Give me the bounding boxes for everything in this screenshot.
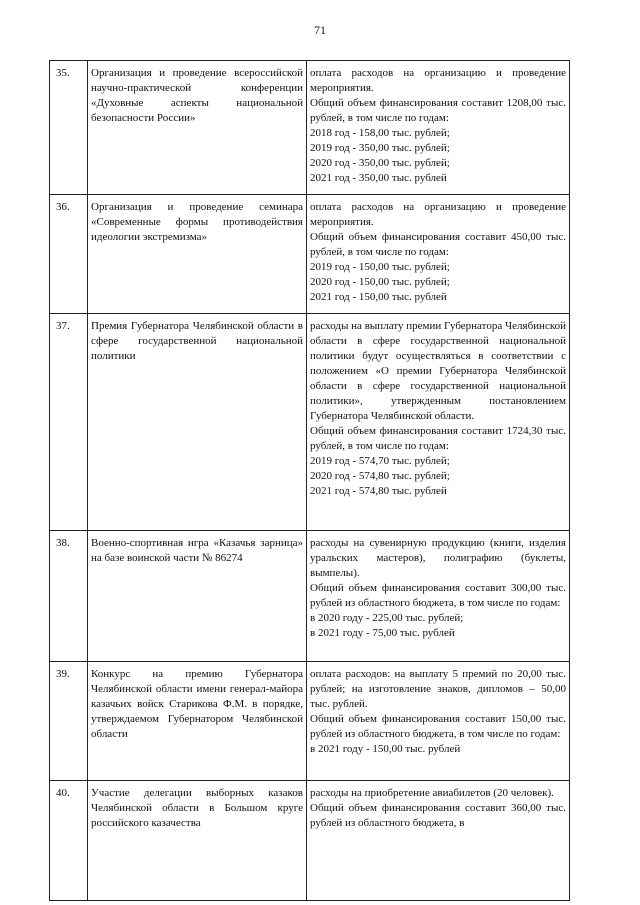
measure-name: Военно-спортивная игра «Казачья зарница» на базе воинской части № 86274: [88, 531, 307, 662]
description-line: 2020 год - 150,00 тыс. рублей;: [310, 276, 450, 288]
table-row: [50, 781, 570, 901]
description-line: 2019 год - 150,00 тыс. рублей;: [310, 261, 450, 273]
description-line: в 2020 году - 225,00 тыс. рублей;: [310, 612, 464, 624]
measure-name: Премия Губернатора Челябинской области в сфере государственной национальной политики: [88, 314, 307, 531]
table-row: [50, 662, 570, 781]
description-line: 2020 год - 574,80 тыс. рублей;: [310, 470, 450, 482]
table-row: [50, 61, 570, 195]
description-line: оплата расходов на организацию и проведение мероприятия.: [310, 201, 566, 228]
measure-name: Конкурс на премию Губернатора Челябинской области имени генерал-майора казачьих войск Старикова Ф.М. в порядке, утверждаемом Губернатором Челябинской области: [88, 662, 307, 781]
table-row: [50, 314, 570, 531]
description-line: 2021 год - 350,00 тыс. рублей: [310, 172, 447, 184]
financing-description: [307, 195, 570, 314]
row-number: 40.: [50, 781, 88, 901]
row-number: 35.: [50, 61, 88, 195]
measure-name: Организация и проведение семинара «Современные формы противодействия идеологии экстремизма»: [88, 195, 307, 314]
description-line: оплата расходов на организацию и проведение мероприятия.: [310, 67, 566, 94]
budget-measures-table: [49, 60, 570, 901]
description-line: Общий объем финансирования составит 150,00 тыс. рублей из областного бюджета, в том числе по годам:: [310, 713, 566, 740]
financing-description: [307, 531, 570, 662]
description-line: расходы на сувенирную продукцию (книги, изделия уральских мастеров), полиграфию (буклеты, вымпелы).: [310, 537, 566, 579]
description-line: расходы на выплату премии Губернатора Челябинской области в сфере государственной национальной политики будут осуществляться в соответствии с положением «О премии Губернатора Челябинской области в сфере государственной национальной политики», утвержденным постановлением Губернатора Челябинской области.: [310, 320, 566, 422]
description-line: 2019 год - 350,00 тыс. рублей;: [310, 142, 450, 154]
description-line: в 2021 году - 75,00 тыс. рублей: [310, 627, 455, 639]
description-line: Общий объем финансирования составит 450,00 тыс. рублей, в том числе по годам:: [310, 231, 566, 258]
page-number: 71: [314, 23, 326, 37]
row-number: 38.: [50, 531, 88, 662]
description-line: Общий объем финансирования составит 360,00 тыс. рублей из областного бюджета, в: [310, 802, 566, 829]
description-line: в 2021 году - 150,00 тыс. рублей: [310, 743, 461, 755]
table-row: [50, 531, 570, 662]
measure-name: Участие делегации выборных казаков Челябинской области в Большом круге российского казачества: [88, 781, 307, 901]
description-line: Общий объем финансирования составит 300,00 тыс. рублей из областного бюджета, в том числе по годам:: [310, 582, 566, 609]
description-line: 2020 год - 350,00 тыс. рублей;: [310, 157, 450, 169]
row-number: 39.: [50, 662, 88, 781]
description-line: Общий объем финансирования составит 1208,00 тыс. рублей, в том числе по годам:: [310, 97, 566, 124]
description-line: 2019 год - 574,70 тыс. рублей;: [310, 455, 450, 467]
financing-description: [307, 662, 570, 781]
description-line: 2018 год - 158,00 тыс. рублей;: [310, 127, 450, 139]
financing-description: [307, 314, 570, 531]
financing-description: [307, 781, 570, 901]
table-row: [50, 195, 570, 314]
financing-description: [307, 61, 570, 195]
measure-name: Организация и проведение всероссийской научно-практической конференции «Духовные аспекты национальной безопасности России»: [88, 61, 307, 195]
description-line: оплата расходов: на выплату 5 премий по 20,00 тыс. рублей; на изготовление знаков, дипломов – 50,00 тыс. рублей.: [310, 668, 566, 710]
row-number: 36.: [50, 195, 88, 314]
description-line: расходы на приобретение авиабилетов (20 человек).: [310, 787, 554, 799]
description-line: 2021 год - 574,80 тыс. рублей: [310, 485, 447, 497]
description-line: 2021 год - 150,00 тыс. рублей: [310, 291, 447, 303]
row-number: 37.: [50, 314, 88, 531]
description-line: Общий объем финансирования составит 1724,30 тыс. рублей, в том числе по годам:: [310, 425, 566, 452]
